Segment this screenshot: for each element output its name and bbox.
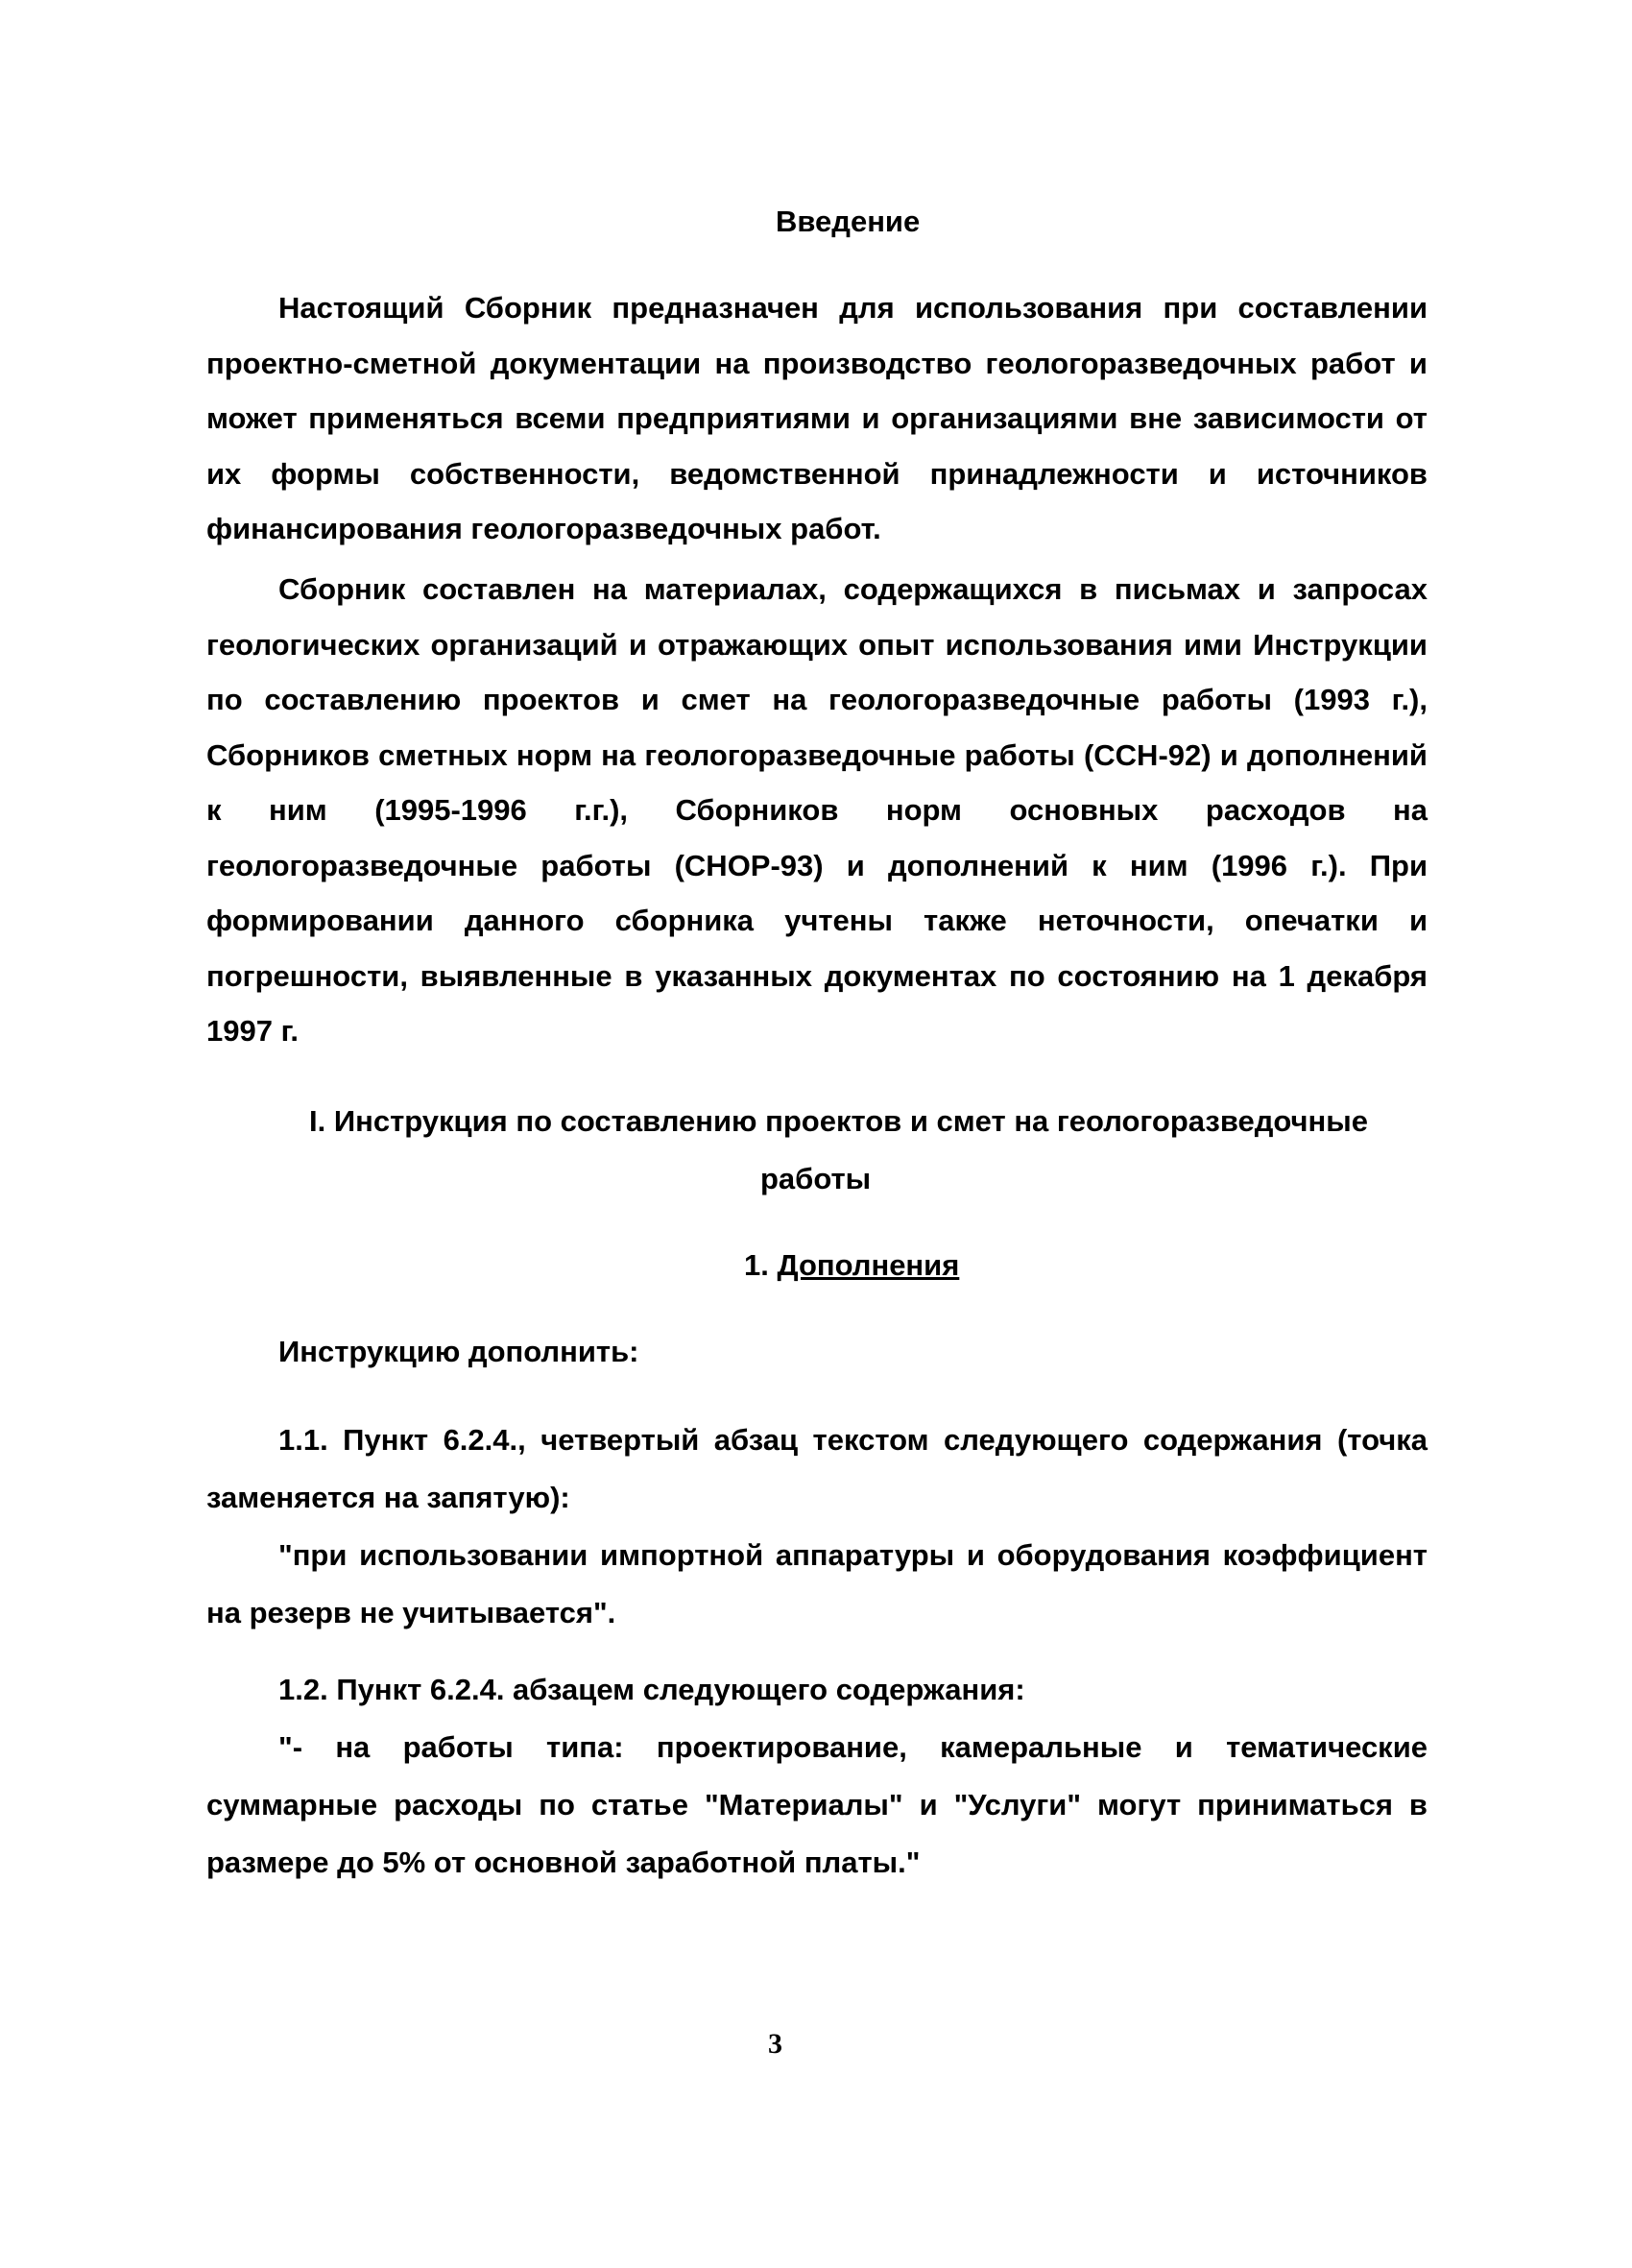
item-1-2-quote: "- на работы типа: проектирование, камеральные и тематические суммарные расходы по статье "Материалы" и "Услуги" могут приниматься в размере до 5% от основной заработной платы." xyxy=(206,1730,1428,1879)
subsection-label: Дополнения xyxy=(777,1248,960,1282)
subsection-number: 1. xyxy=(744,1248,769,1282)
subsection-title xyxy=(744,1248,959,1283)
item-1-1-quote: "при использовании импортной аппаратуры и оборудования коэффициент на резерв не учитывается". xyxy=(206,1538,1428,1629)
intro-paragraph-2: Сборник составлен на материалах, содержащихся в письмах и запросах геологических организаций и отражающих опыт использования ими Инструкции по составлению проектов и смет на геологоразведочные работы (1993 г.), Сборников сметных норм на геологоразведочные работы (ССН-92) и дополнений к ним (1995-1996 г.г.), Сборников норм основных расходов на геологоразведочные работы (СНОР-93) и дополнений к ним (1996 г.). При формировании данного сборника учтены также неточности, опечатки и погрешности, выявленные в указанных документах по состоянию на 1 декабря 1997 г. xyxy=(206,572,1428,1048)
section-title-line-2: работы xyxy=(760,1162,872,1195)
intro-paragraph-1: Настоящий Сборник предназначен для использования при составлении проектно-сметной документации на производство геологоразведочных работ и может применяться всеми предприятиями и организациями вне зависимости от их формы собственности, ведомственной принадлежности и источников финансирования геологоразведочных работ. xyxy=(206,291,1428,545)
intro-title: Введение xyxy=(776,205,921,238)
section-title-line-1: I. Инструкция по составлению проектов и смет на геологоразведочные xyxy=(309,1104,1368,1138)
page-number: 3 xyxy=(768,2028,782,2060)
instruction-lead: Инструкцию дополнить: xyxy=(278,1335,639,1368)
item-1-2: 1.2. Пункт 6.2.4. абзацем следующего содержания: xyxy=(278,1673,1025,1706)
item-1-1: 1.1. Пункт 6.2.4., четвертый абзац текстом следующего содержания (точка заменяется на запятую): xyxy=(206,1423,1428,1514)
